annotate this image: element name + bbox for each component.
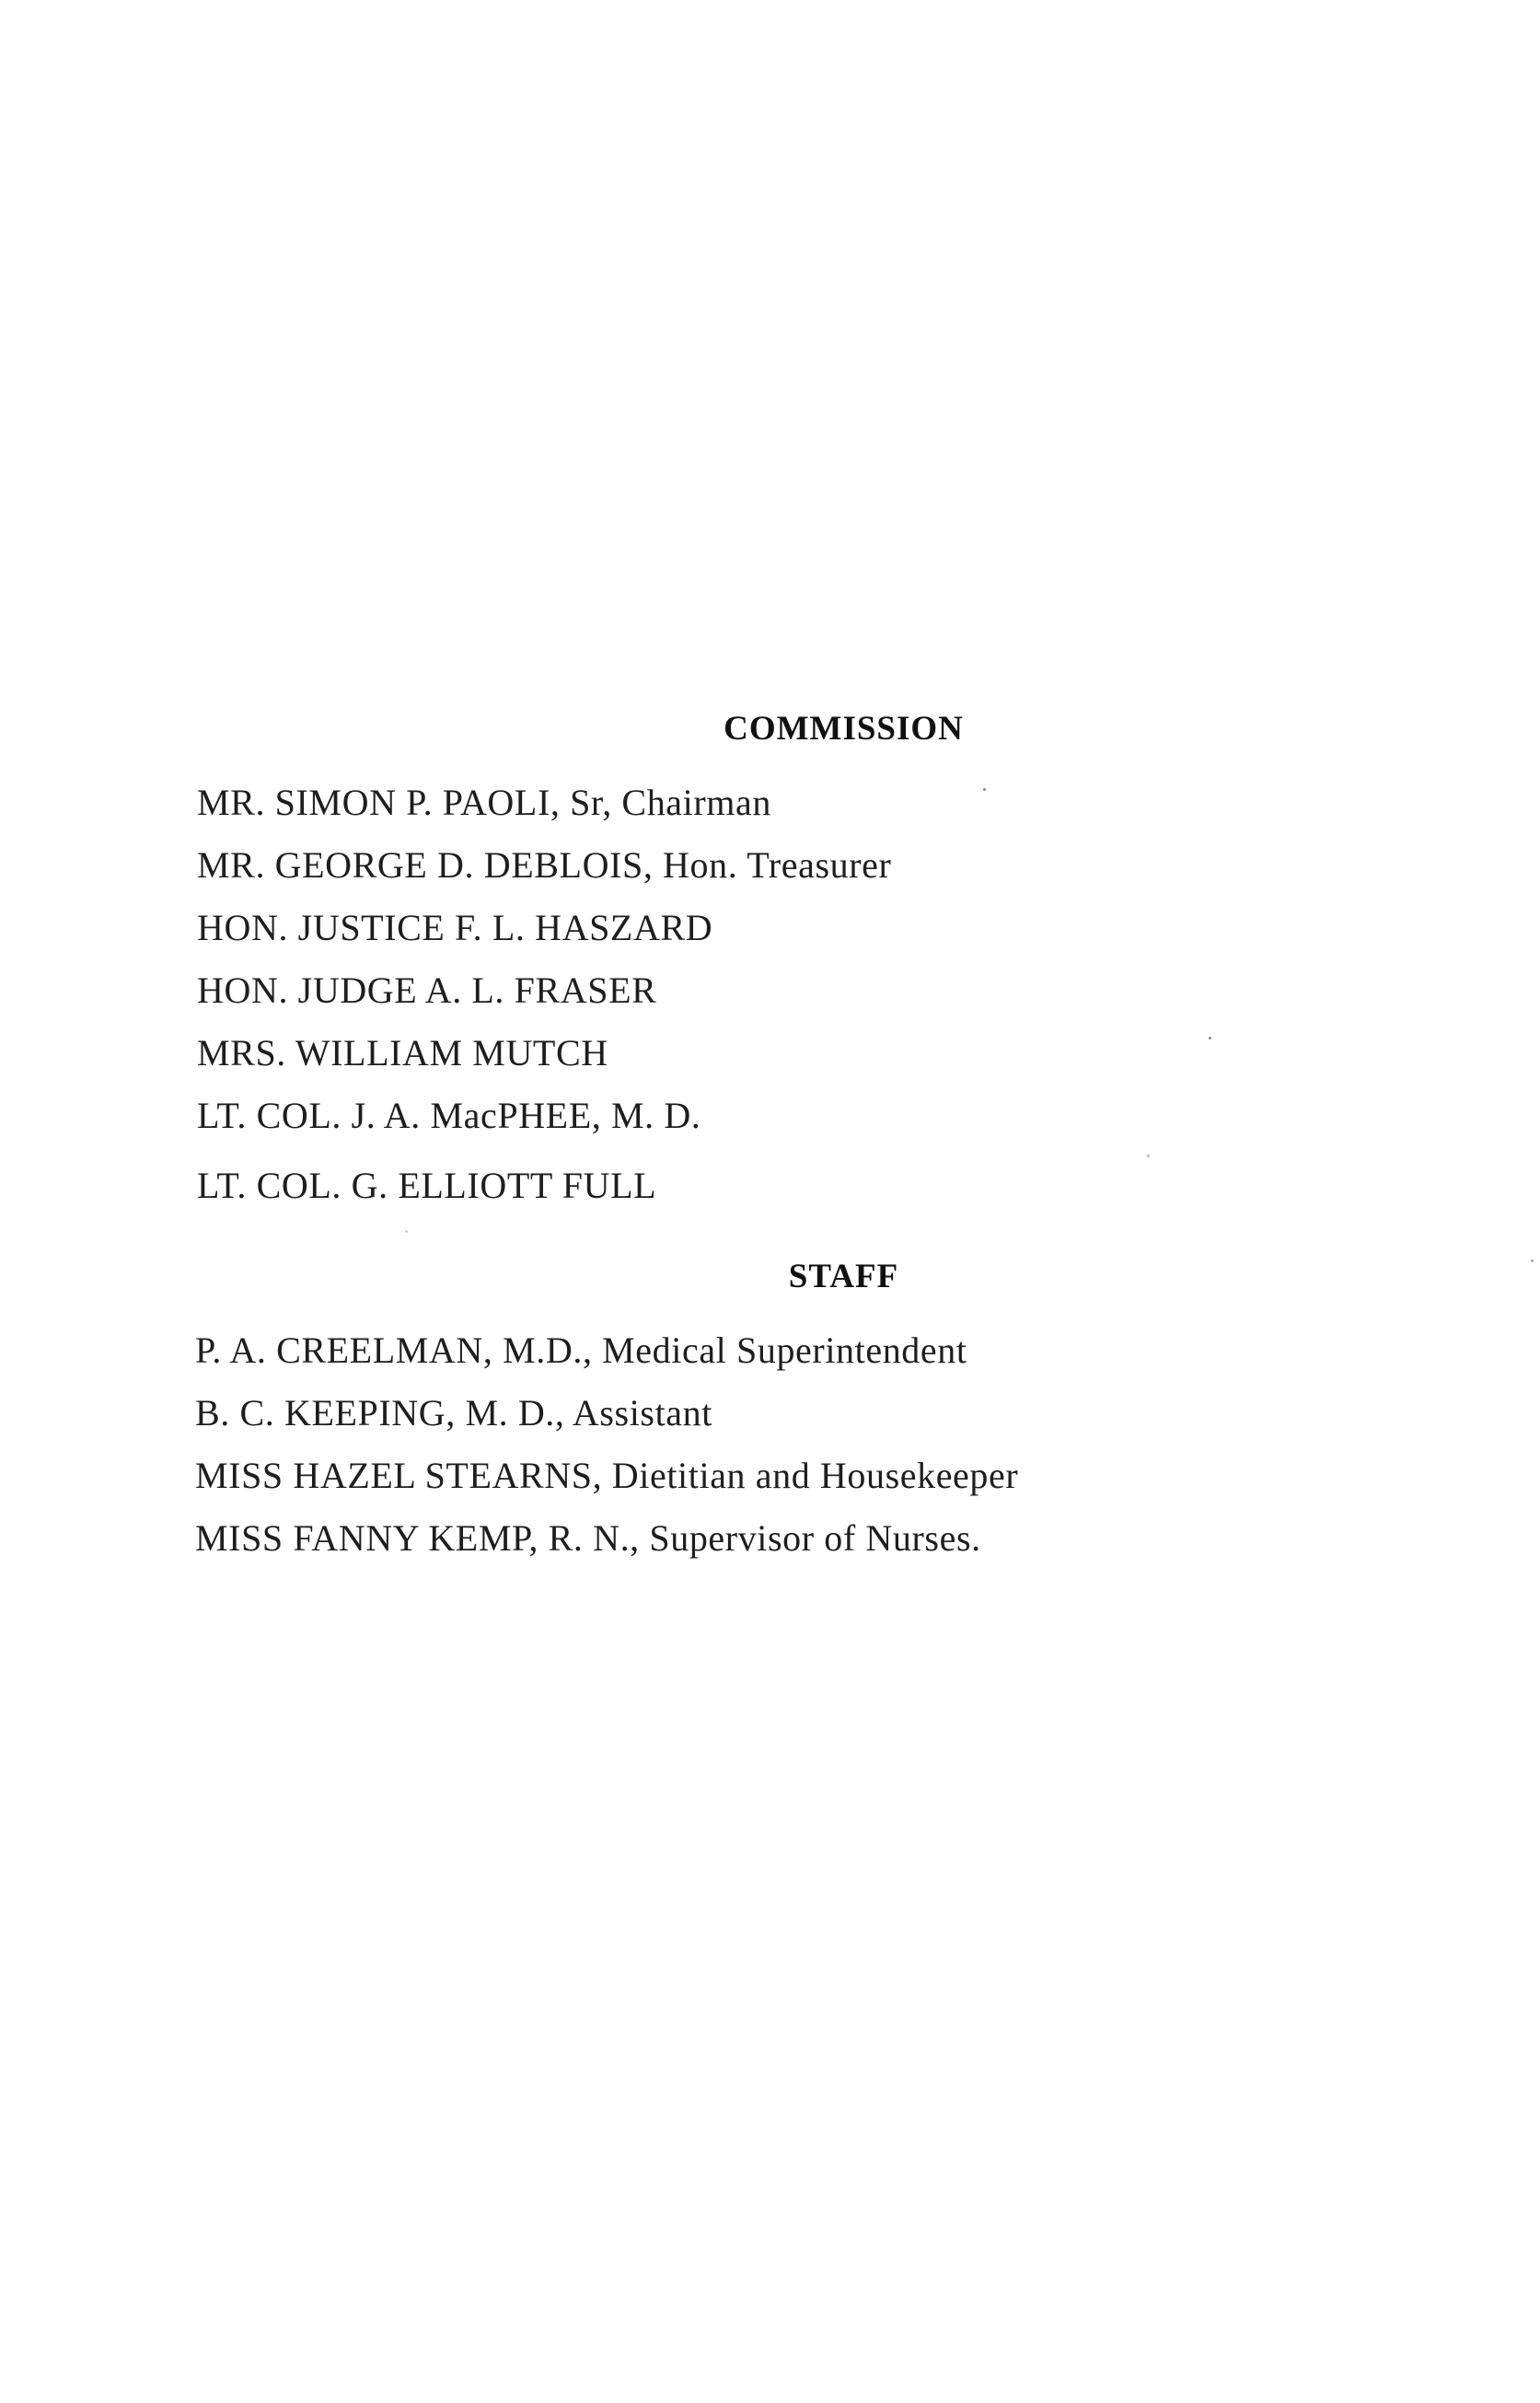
commission-member: MR. GEORGE D. DEBLOIS, Hon. Treasurer <box>197 844 892 886</box>
staff-member: MISS FANNY KEMP, R. N., Supervisor of Nurses. <box>195 1517 981 1559</box>
staff-member: B. C. KEEPING, M. D., Assistant <box>195 1392 712 1434</box>
commission-heading: COMMISSION <box>724 710 964 748</box>
commission-member: MR. SIMON P. PAOLI, Sr, Chairman <box>197 782 771 823</box>
commission-member: HON. JUSTICE F. L. HASZARD <box>197 907 713 948</box>
paper-speck <box>1147 1155 1150 1157</box>
paper-speck <box>1531 1260 1534 1262</box>
staff-member-list <box>195 1329 1019 1583</box>
commission-member-list <box>197 784 891 1230</box>
commission-member: MRS. WILLIAM MUTCH <box>197 1032 608 1074</box>
paper-speck <box>405 1230 408 1233</box>
commission-member: LT. COL. G. ELLIOTT FULL <box>197 1165 657 1206</box>
paper-speck <box>1209 1037 1211 1039</box>
staff-member: MISS HAZEL STEARNS, Dietitian and Housekeeper <box>195 1455 1019 1496</box>
staff-heading: STAFF <box>788 1258 899 1295</box>
commission-member: HON. JUDGE A. L. FRASER <box>197 969 657 1011</box>
staff-member: P. A. CREELMAN, M.D., Medical Superintendent <box>195 1329 967 1371</box>
commission-member: LT. COL. J. A. MacPHEE, M. D. <box>197 1095 701 1136</box>
paper-speck <box>983 788 986 791</box>
